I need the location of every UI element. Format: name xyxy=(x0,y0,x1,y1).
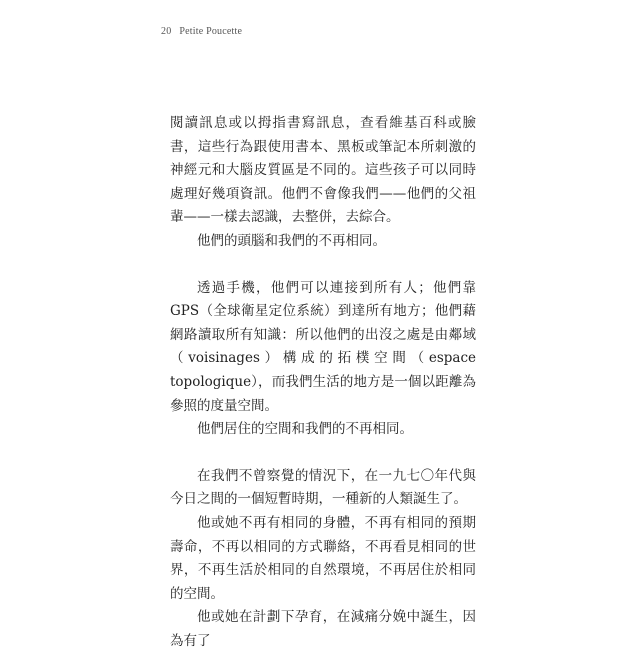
paragraph: 他或她在計劃下孕育，在減痛分娩中誕生，因為有了 xyxy=(170,609,476,649)
paragraph: 他們的頭腦和我們的不再相同。 xyxy=(197,232,386,249)
paragraph: 透過手機，他們可以連接到所有人；他們靠 GPS（全球衛星定位系統）到達所有地方；他們藉網路讀取所有知識：所以他們的出沒之處是由鄰域（voisinages）構成的拓樸空間（espace topologique），而我們生活的地方是一個以距離為參照的度量空間。 xyxy=(170,279,476,414)
body-text xyxy=(170,112,476,653)
paragraph: 他們居住的空間和我們的不再相同。 xyxy=(197,421,413,438)
running-header xyxy=(161,26,242,37)
page-number: 20 xyxy=(161,26,172,37)
paragraph: 他或她不再有相同的身體，不再有相同的預期壽命，不再以相同的方式聯絡，不再看見相同的世界，不再生活於相同的自然環境，不再居住於相同的空間。 xyxy=(170,514,476,602)
paragraph-continued: 閱讀訊息或以拇指書寫訊息，查看維基百科或臉書，這些行為跟使用書本、黑板或筆記本所刺激的神經元和大腦皮質區是不同的。這些孩子可以同時處理好幾項資訊。他們不會像我們——他們的父祖輩——一樣去認識，去整併，去綜合。 xyxy=(170,115,476,226)
paragraph: 在我們不曾察覺的情況下，在一九七〇年代與今日之間的一個短暫時期，一種新的人類誕生了。 xyxy=(170,467,476,508)
running-title: Petite Poucette xyxy=(179,26,243,37)
